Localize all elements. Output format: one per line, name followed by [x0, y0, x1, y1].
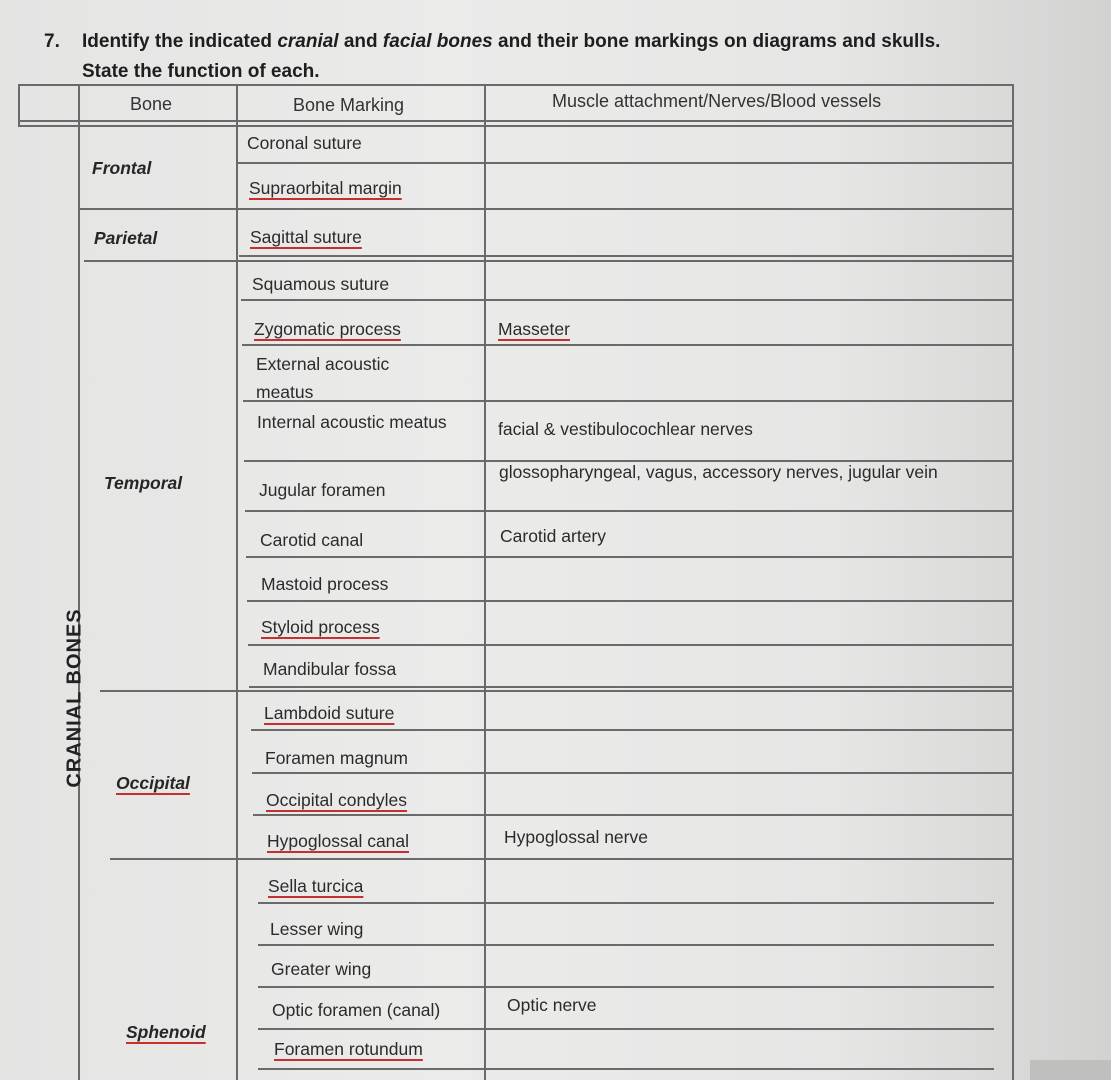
table-rule [241, 299, 1014, 301]
bone-label-sphenoid: Sphenoid [126, 1022, 206, 1042]
marking-cell: Coronal suture [247, 133, 362, 153]
function-cell: Masseter [498, 319, 570, 339]
side-label-text: CRANIAL BONES [63, 608, 86, 788]
page-edge-shadow [1030, 1060, 1111, 1080]
marking-cell: Occipital condyles [266, 790, 408, 810]
table-rule [18, 125, 1014, 127]
table-rule [258, 1028, 994, 1030]
column-header-bone: Bone [130, 94, 173, 114]
marking-cell: Hypoglossal canal [267, 831, 410, 851]
table-rule [236, 84, 238, 1080]
marking-cell: Foramen magnum [265, 748, 408, 768]
table-rule [251, 729, 1014, 731]
table-rule [246, 556, 1014, 558]
marking-cell: Internal acoustic meatus [257, 412, 447, 432]
side-label-cranial-bones [60, 603, 90, 793]
table-rule [245, 510, 1014, 512]
table-rule [253, 814, 1014, 816]
marking-cell: Foramen rotundum [274, 1039, 423, 1059]
table-rule [258, 944, 994, 946]
table-rule [239, 255, 1014, 257]
table-rule [80, 208, 1014, 210]
table-rule [110, 858, 1014, 860]
marking-cell: Sagittal suture [250, 227, 362, 247]
function-cell: Hypoglossal nerve [504, 827, 648, 847]
question-text-emphasis: facial bones [382, 31, 493, 52]
table-rule [484, 84, 486, 1080]
table-rule [78, 84, 80, 1080]
bone-label-frontal: Frontal [92, 158, 152, 178]
question-heading [44, 27, 1104, 87]
table-rule [1012, 84, 1014, 1080]
table-rule [248, 644, 1014, 646]
question-text-part: Identify the indicated [82, 31, 278, 52]
bone-label-temporal: Temporal [104, 473, 183, 493]
question-text-part: and [338, 31, 383, 52]
marking-cell: Lesser wing [270, 919, 364, 939]
table-rule [18, 84, 20, 125]
marking-cell: Zygomatic process [254, 319, 401, 339]
question-line-2: State the function of each. [82, 61, 320, 82]
table-rule [84, 260, 1014, 262]
marking-cell: Jugular foramen [259, 480, 386, 500]
bone-markings-table [18, 84, 1014, 1080]
column-header-function: Muscle attachment/Nerves/Blood vessels [552, 91, 882, 111]
bone-label-parietal: Parietal [94, 228, 158, 248]
function-cell: glossopharyngeal, vagus, accessory nerves, jugular vein [499, 462, 938, 482]
marking-cell: Supraorbital margin [249, 178, 402, 198]
question-line-1 [44, 27, 1104, 57]
table-rule [258, 986, 994, 988]
table-rule [252, 772, 1014, 774]
function-cell: Carotid artery [500, 526, 607, 546]
marking-cell: Optic foramen (canal) [272, 1000, 441, 1020]
table-rule [258, 1068, 994, 1070]
question-text-part: and their bone markings on diagrams and skulls. [492, 31, 941, 52]
marking-cell: Sella turcica [268, 876, 364, 896]
table-rule [237, 162, 1014, 164]
marking-cell: External acoustic meatus [256, 354, 390, 402]
table-rule [249, 686, 1014, 688]
marking-cell: Mandibular fossa [263, 659, 397, 679]
table-rule [258, 902, 994, 904]
marking-cell: Carotid canal [260, 530, 364, 550]
function-cell: facial & vestibulocochlear nerves [498, 419, 753, 439]
marking-cell: Squamous suture [252, 274, 390, 294]
table-rule [18, 120, 1014, 122]
table-rule [242, 344, 1014, 346]
marking-cell: Mastoid process [261, 574, 389, 594]
table-rule [247, 600, 1014, 602]
marking-cell: Greater wing [271, 959, 372, 979]
table-rule [18, 84, 1014, 86]
marking-cell: Lambdoid suture [264, 703, 395, 723]
bone-label-occipital: Occipital [116, 773, 190, 793]
column-header-bone-marking: Bone Marking [293, 95, 405, 115]
marking-cell: Styloid process [261, 617, 380, 637]
question-number: 7. [44, 31, 60, 52]
question-text-emphasis: cranial [277, 31, 339, 52]
function-cell: Optic nerve [507, 995, 597, 1015]
